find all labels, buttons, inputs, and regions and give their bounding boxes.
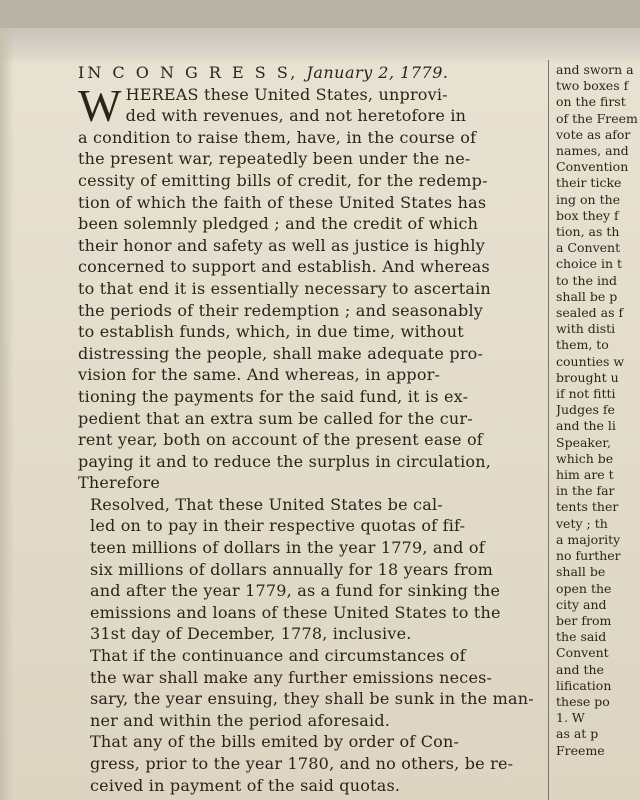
text-line: to establish funds, which, in due time, without: [78, 322, 464, 342]
text-line: the war shall make any further emissions neces-: [90, 667, 493, 687]
right-column-line: Freeme: [556, 742, 605, 758]
text-line: HEREAS these United States, unprovi-: [125, 84, 448, 104]
right-column-line: counties w: [556, 353, 625, 369]
right-column-line: vety ; th: [556, 515, 608, 531]
text-line: Therefore: [78, 473, 161, 493]
right-column-line: to the ind: [556, 272, 618, 288]
right-column-line: choice in t: [556, 256, 622, 272]
text-line: tion of which the faith of these United States has: [78, 192, 487, 212]
text-line: emissions and loans of these United States to the: [90, 602, 501, 622]
right-column-line: box they f: [556, 207, 619, 223]
right-column-line: him are t: [556, 467, 614, 483]
resolved-paragraph: [78, 494, 548, 645]
right-column-line: brought u: [556, 369, 619, 385]
right-column-line: Convent: [556, 645, 609, 661]
right-column-line: open the: [556, 580, 612, 596]
right-column-line: lification: [556, 677, 612, 693]
right-column-line: shall be p: [556, 288, 618, 304]
right-column-line: ber from: [556, 612, 612, 628]
text-line: the present war, repeatedly been under the ne-: [78, 149, 471, 169]
right-column-line: 1. W: [556, 710, 585, 726]
right-column-line: shall be: [556, 564, 606, 580]
right-column-line: if not fitti: [556, 386, 616, 402]
text-line: That any of the bills emited by order of Con-: [90, 732, 460, 752]
text-line: rent year, both on account of the present ease of: [78, 430, 483, 450]
text-line: That if the continuance and circumstances of: [90, 646, 466, 666]
right-column-line: vote as afor: [556, 126, 631, 142]
text-line: six millions of dollars annually for 18 years from: [90, 559, 493, 579]
right-column-line: them, to: [556, 337, 609, 353]
text-line: ded with revenues, and not heretofore in: [125, 106, 467, 126]
page-top-edge: [0, 28, 640, 62]
right-column-line: with disti: [556, 321, 616, 337]
text-line: and after the year 1779, as a fund for sinking the: [90, 581, 501, 601]
whereas-paragraph: [78, 79, 548, 494]
right-column-line: and the li: [556, 418, 616, 434]
heading-title: C O N G R E S S,: [112, 63, 299, 82]
right-column-line: on the first: [556, 94, 626, 110]
text-line: been solemnly pledged ; and the credit of which: [78, 214, 479, 234]
right-column-line: names, and: [556, 143, 629, 159]
drop-cap: W: [78, 79, 122, 131]
article-heading: [78, 62, 548, 84]
text-line: cessity of emitting bills of credit, for the redemp-: [78, 170, 488, 190]
column-rule: [548, 60, 549, 800]
right-column-line: Convention: [556, 159, 629, 175]
right-column-line: the said: [556, 629, 607, 645]
right-column-line: and sworn a: [556, 62, 634, 77]
text-line: distressing the people, shall make adequate pro-: [78, 343, 484, 363]
text-line: the periods of their redemption ; and seasonably: [78, 300, 483, 320]
right-column-line: city and: [556, 596, 607, 612]
text-line: concerned to support and establish. And whereas: [78, 257, 490, 277]
right-column-line: two boxes f: [556, 78, 629, 94]
text-line: ner and within the period aforesaid.: [90, 710, 391, 730]
text-line: tioning the payments for the said fund, it is ex-: [78, 386, 469, 406]
right-column-line: and the: [556, 661, 604, 677]
text-line: teen millions of dollars in the year 1779, and of: [90, 538, 485, 558]
text-line: ceived in payment of the said quotas.: [90, 775, 401, 795]
text-line: Resolved, That these United States be cal-: [90, 494, 443, 514]
text-line: gress, prior to the year 1780, and no others, be re-: [90, 754, 514, 773]
right-column-line: tents ther: [556, 499, 619, 515]
right-column-line: these po: [556, 693, 610, 709]
text-line: vision for the same. And whereas, in appor-: [78, 365, 441, 385]
text-line: a condition to raise them, have, in the course of: [78, 127, 477, 147]
text-line: 31st day of December, 1778, inclusive.: [90, 624, 412, 644]
text-line: their honor and safety as well as justice is highly: [78, 235, 485, 255]
right-column-line: their ticke: [556, 175, 622, 191]
right-column-line: which be: [556, 450, 614, 466]
text-line: sary, the year ensuing, they shall be sunk in the man-: [90, 689, 534, 709]
text-line: pedient that an extra sum be called for the cur-: [78, 408, 473, 428]
right-column-line: as at p: [556, 726, 599, 742]
right-column-line: ing on the: [556, 191, 621, 207]
main-column: [78, 62, 548, 796]
bills-paragraph: [78, 731, 548, 796]
page-left-edge: [0, 28, 14, 800]
right-column: [556, 62, 640, 759]
right-column-line: of the Freem: [556, 110, 638, 126]
text-line: led on to pay in their respective quotas of fif-: [90, 516, 466, 536]
right-column-line: a Convent: [556, 240, 621, 256]
right-column-line: tion, as th: [556, 224, 620, 240]
right-column-line: a majority: [556, 531, 621, 547]
right-column-line: Speaker,: [556, 434, 611, 450]
heading-prefix: IN: [78, 63, 105, 82]
text-line: paying it and to reduce the surplus in circulation,: [78, 451, 492, 471]
right-column-line: in the far: [556, 483, 615, 499]
heading-date: January 2, 1779.: [306, 63, 449, 82]
right-column-line: no further: [556, 548, 621, 564]
right-column-line: sealed as f: [556, 305, 624, 321]
text-line: to that end it is essentially necessary to ascertain: [78, 278, 491, 298]
whereas-lines: [78, 79, 548, 494]
right-column-line: Judges fe: [556, 402, 615, 418]
continuance-paragraph: [78, 645, 548, 731]
